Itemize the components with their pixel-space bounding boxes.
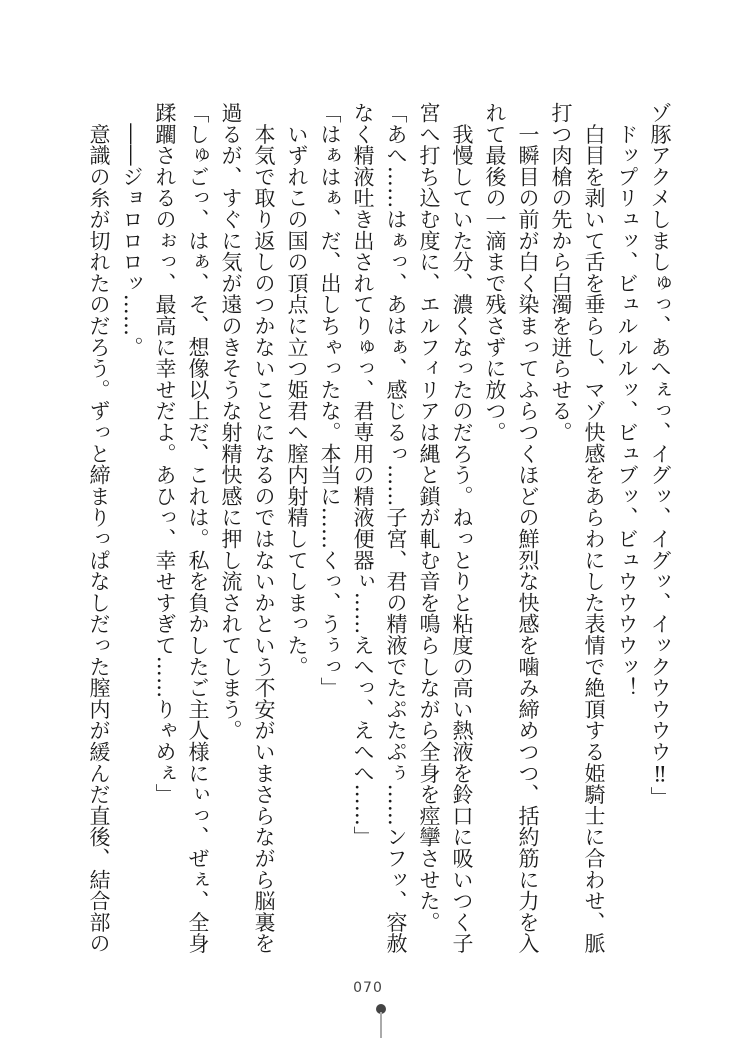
text-line: 「しゅごっ、はぁ、そ、想像以上だ、これは。私を負かしたご主人様にぃっ、ぜぇ、全身 (186, 102, 210, 954)
text-line: れて最後の一滴まで残さずに放つ。 (483, 102, 507, 443)
text-line: 打つ肉槍の先から白濁を迸らせる。 (549, 102, 573, 443)
page-marker-line (380, 1012, 382, 1038)
text-line: ドップリュッ、ビュルルルッ、ビュブッ、ビュウウウウッ！ (615, 102, 639, 699)
text-line: 「はぁはぁ、だ、出しちゃったな。本当に……くっ、うぅっ」 (318, 102, 342, 699)
text-line: 意識の糸が切れたのだろう。ずっと締まりっぱなしだった膣内が緩んだ直後、結合部の (87, 102, 111, 954)
text-line: なく精液吐き出されてりゅっ、君専用の精液便器ぃ……えへっ、えへへ……」 (351, 102, 375, 848)
text-line: 蹂躙されるのぉっ、最高に幸せだよ。あひっ、幸せすぎて……りゃめぇ」 (153, 102, 177, 805)
text-line: ゾ豚アクメしましゅっ、あへぇっ、イグッ、イグッ、イックウウウウ‼」 (648, 102, 672, 808)
text-line: 「あへ……はぁっ、あはぁ、感じるっ……子宮、君の精液でたぷたぷぅ……ンフッ、容赦 (384, 102, 408, 954)
page-number: 070 (353, 980, 383, 996)
text-line: 一瞬目の前が白く染まってふらつくほどの鮮烈な快感を噛み締めつつ、括約筋に力を入 (516, 102, 540, 954)
body-text (82, 102, 676, 952)
text-line: 白目を剥いて舌を垂らし、マゾ快感をあらわにした表情で絶頂する姫騎士に合わせ、脈 (582, 102, 606, 954)
text-line: 我慢していた分、濃くなったのだろう。ねっとりと粘度の高い熱液を鈴口に吸いつく子 (450, 102, 474, 954)
text-line: ――ジョロロロッ……。 (120, 102, 144, 358)
text-line: いずれこの国の頂点に立つ姫君へ膣内射精してしまった。 (285, 102, 309, 678)
text-line: 過るが、すぐに気が遠のきそうな射精快感に押し流されてしまう。 (219, 102, 243, 741)
text-line: 宮へ打ち込む度に、エルフィリアは縄と鎖が軋む音を鳴らしながら全身を痙攣させた。 (417, 102, 441, 933)
text-line: 本気で取り返しのつかないことになるのではないかという不安がいまさらながら脳裏を (252, 102, 276, 954)
